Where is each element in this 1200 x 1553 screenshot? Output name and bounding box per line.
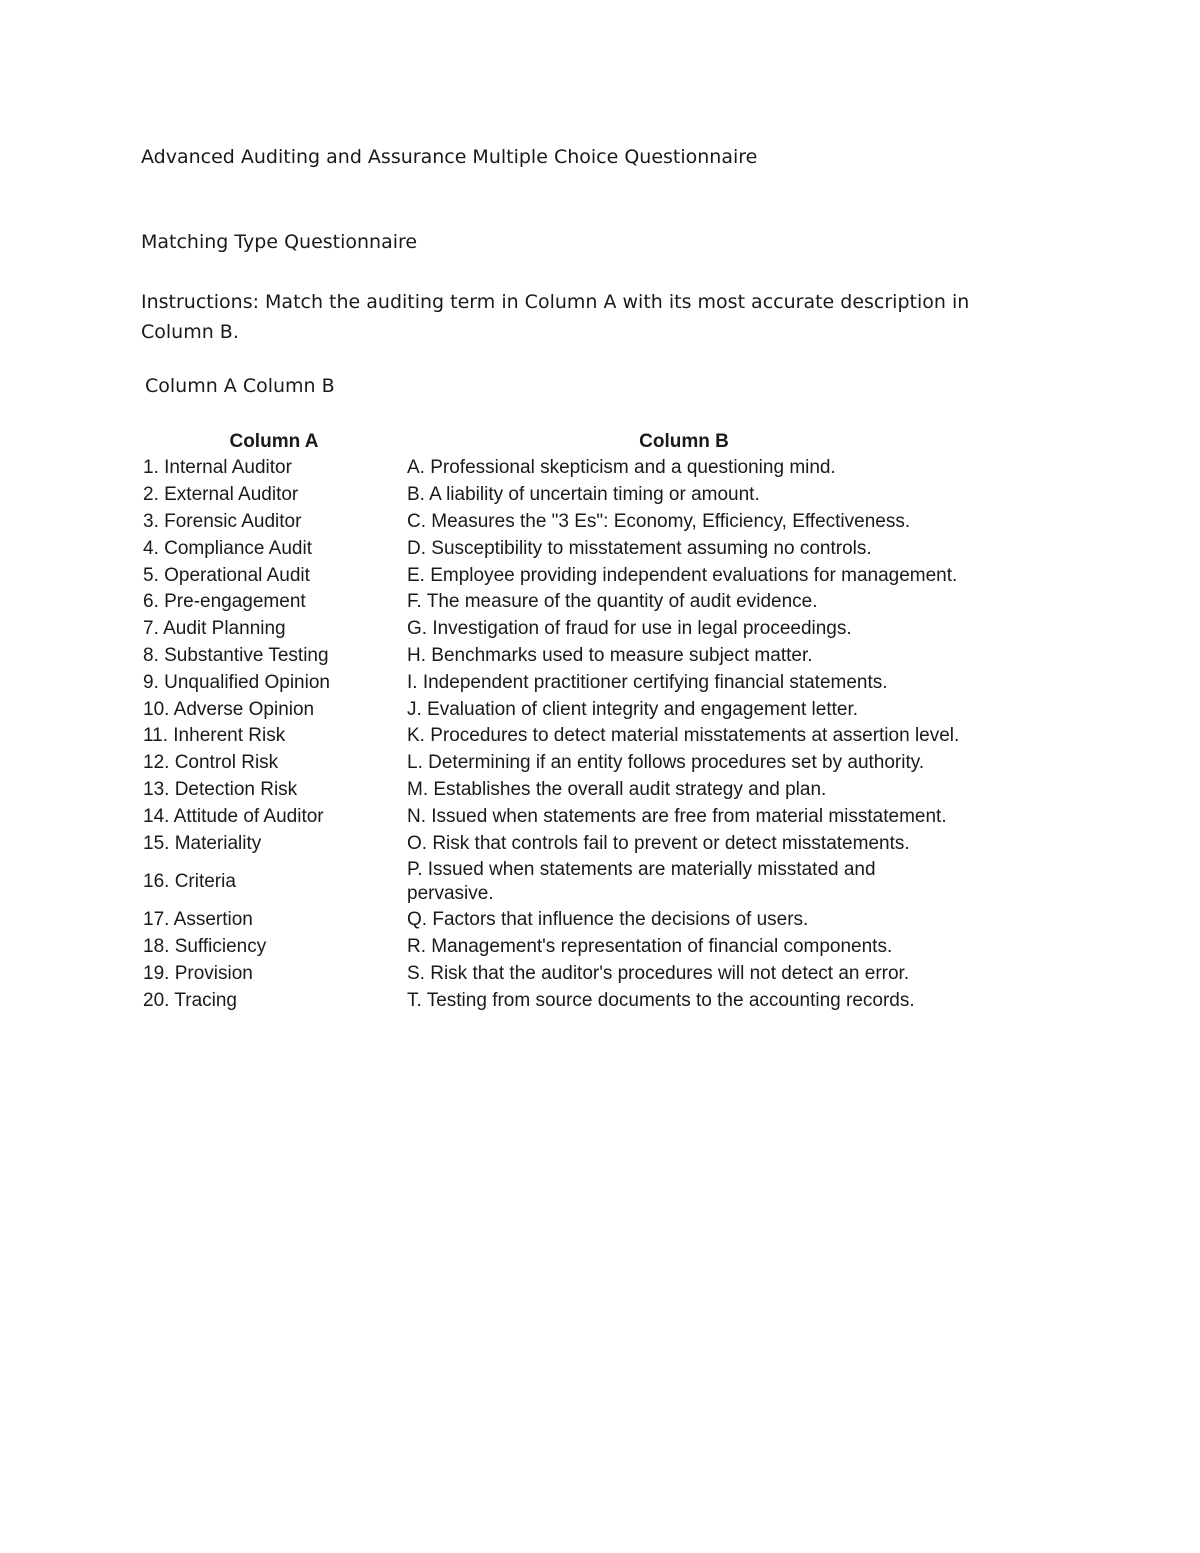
description-cell: H. Benchmarks used to measure subject matter. [407, 644, 813, 666]
term-cell: 17. Assertion [143, 909, 253, 931]
description-cell: Q. Factors that influence the decisions of users. [407, 909, 809, 931]
term-cell: 13. Detection Risk [143, 778, 298, 800]
table-row [141, 589, 961, 616]
term-cell: 18. Sufficiency [143, 936, 267, 958]
term-cell: 2. External Auditor [143, 484, 299, 506]
table-row [141, 750, 961, 777]
term-cell: 9. Unqualified Opinion [143, 671, 330, 693]
table-row [141, 830, 961, 857]
description-cell: A. Professional skepticism and a questioning mind. [407, 457, 836, 479]
description-cell: P. Issued when statements are materially misstated and pervasive. [407, 858, 876, 904]
table-row [141, 482, 961, 509]
description-cell: I. Independent practitioner certifying financial statements. [407, 671, 888, 693]
description-cell: F. The measure of the quantity of audit evidence. [407, 591, 818, 613]
term-cell: 11. Inherent Risk [143, 725, 286, 747]
term-cell: 15. Materiality [143, 832, 262, 854]
table-row [141, 961, 961, 988]
description-cell: B. A liability of uncertain timing or amount. [407, 484, 760, 506]
section-title: Matching Type Questionnaire [141, 231, 418, 253]
description-cell: S. Risk that the auditor's procedures will not detect an error. [407, 962, 910, 984]
description-cell: K. Procedures to detect material misstatements at assertion level. [407, 725, 960, 747]
term-cell: 16. Criteria [143, 870, 236, 892]
description-cell: N. Issued when statements are free from material misstatement. [407, 805, 947, 827]
description-cell: C. Measures the "3 Es": Economy, Efficiency, Effectiveness. [407, 510, 911, 532]
term-cell: 8. Substantive Testing [143, 644, 329, 666]
description-cell: T. Testing from source documents to the accounting records. [407, 989, 915, 1011]
term-cell: 3. Forensic Auditor [143, 510, 302, 532]
instructions-text: Instructions: Match the auditing term in Column A with its most accurate description in Column B. [141, 291, 970, 343]
table-row [141, 907, 961, 934]
table-row [141, 723, 961, 750]
description-cell: J. Evaluation of client integrity and engagement letter. [407, 698, 858, 720]
description-cell: D. Susceptibility to misstatement assuming no controls. [407, 537, 872, 559]
term-cell: 6. Pre-engagement [143, 591, 306, 613]
description-cell: R. Management's representation of financial components. [407, 936, 893, 958]
description-cell: G. Investigation of fraud for use in legal proceedings. [407, 618, 852, 640]
term-cell: 7. Audit Planning [143, 618, 286, 640]
term-cell: 4. Compliance Audit [143, 537, 312, 559]
table-row [141, 535, 961, 562]
columns-caption: Column A Column B [145, 375, 335, 397]
term-cell: 19. Provision [143, 962, 253, 984]
column-a-header: Column A [229, 431, 319, 452]
table-row [141, 669, 961, 696]
term-cell: 1. Internal Auditor [143, 457, 292, 479]
term-cell: 14. Attitude of Auditor [143, 805, 324, 827]
description-cell: L. Determining if an entity follows procedures set by authority. [407, 752, 925, 774]
table-header-row [141, 429, 961, 455]
table-row [141, 934, 961, 961]
table-row [141, 616, 961, 643]
matching-table [141, 429, 961, 1014]
description-cell: O. Risk that controls fail to prevent or detect misstatements. [407, 832, 910, 854]
column-b-header: Column B [639, 431, 729, 452]
table-row [141, 562, 961, 589]
term-cell: 5. Operational Audit [143, 564, 310, 586]
table-row [141, 696, 961, 723]
table-row [141, 857, 961, 907]
table-row [141, 643, 961, 670]
table-row [141, 987, 961, 1014]
term-cell: 20. Tracing [143, 989, 237, 1011]
term-cell: 12. Control Risk [143, 752, 279, 774]
table-row [141, 803, 961, 830]
term-cell: 10. Adverse Opinion [143, 698, 315, 720]
table-row [141, 777, 961, 804]
description-cell: E. Employee providing independent evaluations for management. [407, 564, 958, 586]
table-row [141, 509, 961, 536]
page-title: Advanced Auditing and Assurance Multiple Choice Questionnaire [141, 146, 758, 168]
description-cell: M. Establishes the overall audit strategy and plan. [407, 778, 827, 800]
table-row [141, 455, 961, 482]
